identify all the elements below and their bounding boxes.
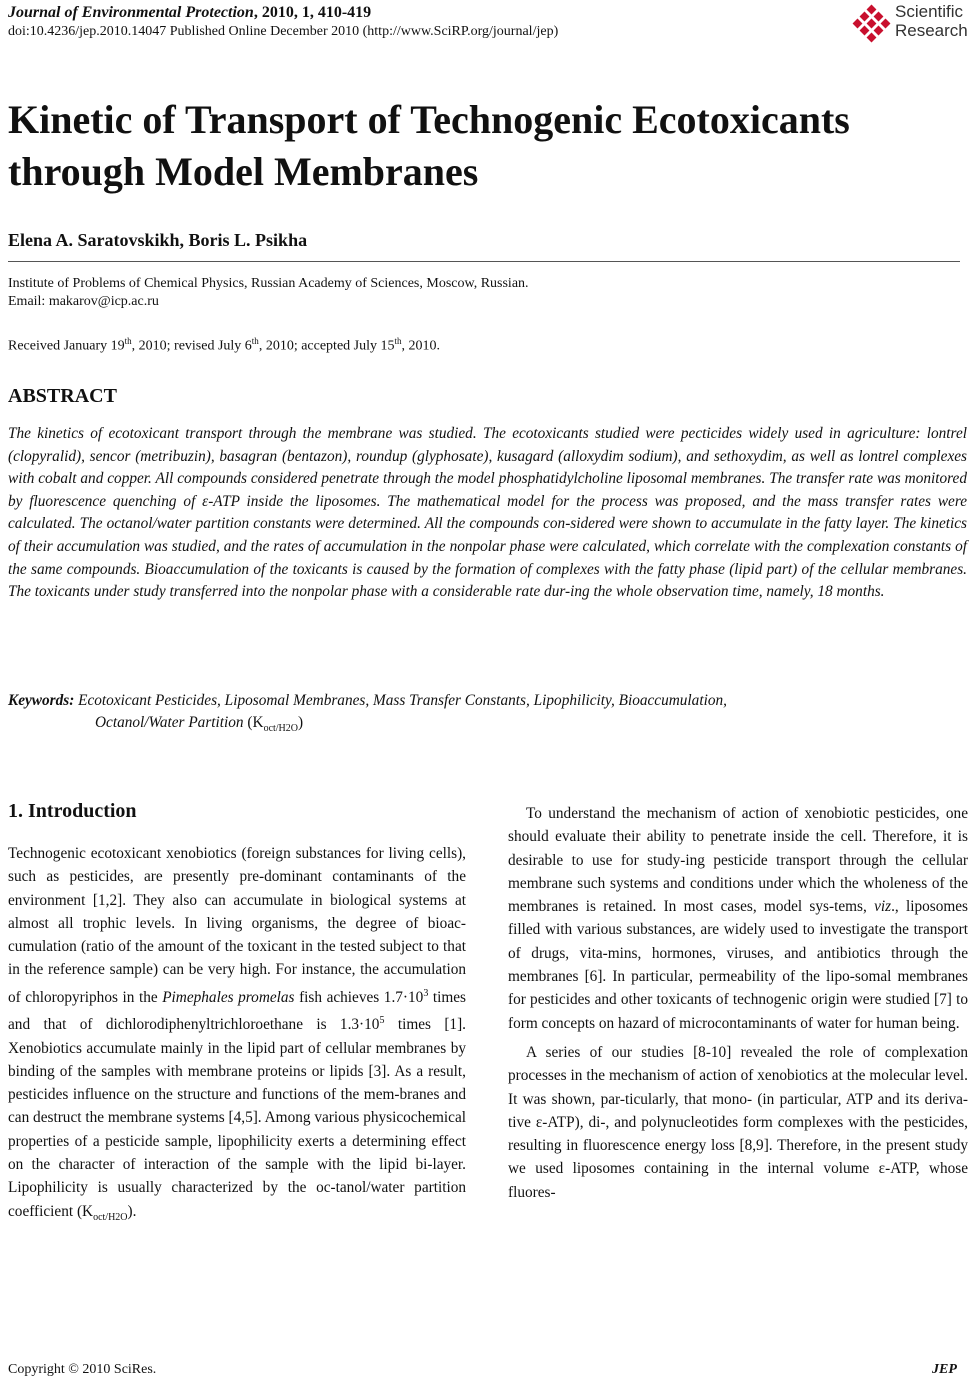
viz-italic: viz xyxy=(874,898,892,916)
logo-line2: Research xyxy=(895,21,968,40)
keywords-k-sub: oct/H2O xyxy=(263,723,299,735)
intro-text: times [1]. Xenobiotics accumulate mainly in the lipid part of cellular membranes by binding of the samples with membrane proteins or lipids [3]. As a result, pesticides influence on the structure and functions of the mem-branes and can destruct the membrane systems [4,5]. Among various physicochemical properties of a pesticide sample, lipophilicity exerts a determining effect on the character of interaction of the sample with the lipid bi-layer. Lipophilicity is usually characterized by the oc-tanol/water partition coefficient (K xyxy=(8,1016,467,1220)
exponent: 5 xyxy=(379,1015,385,1027)
intro-column-left xyxy=(8,842,466,1229)
keywords-line2: Octanol/Water Partition xyxy=(95,714,244,731)
intro-text: To understand the mechanism of action of xenobiotic pesticides, one should evaluate their ability to penetrate inside the cell. Therefore, it is desirable to use for study-ing pesticide transport through the cellular membrane such systems and conditions under which the wholeness of the membranes is retained. In most cases, model sys-tems, xyxy=(508,805,968,916)
authors: Elena A. Saratovskikh, Boris L. Psikha xyxy=(8,230,308,250)
doi-line: doi:10.4236/jep.2010.14047 Published Online December 2010 (http://www.SciRP.org/journal/jep) xyxy=(8,24,559,39)
article-title xyxy=(8,94,958,198)
footer-journal: JEP xyxy=(932,1362,957,1377)
header-divider xyxy=(8,261,960,262)
exponent: 3 xyxy=(423,987,429,999)
abstract-text: The kinetics of ecotoxicant transport through the membrane was studied. The ecotoxicants studied were pecticides widely used in agriculture: lontrel (clopyralid), sencor (metribuzin), basagran (bentazon), roundup (glyphosate), kusagard (alloxydim sodium), and sethoxydim, as well as lontrel complexes with cobalt and copper. All compounds considered penetrate through the model phosphatidylcholine liposomal membranes. The transfer rate was monitored by fluorescence quenching of ε-ATP inside the liposomes. The mathematical model for the process was proposed, and the mass transfer rates were calculated. The octanol/water partition constants were determined. All the compounds con-sidered were shown to accumulate in the fatty layer. The kinetics of their accumulation was studied, and the rates of accumulation in the nonpolar phase were calculated, which correlate with the complexation constants of the same compounds. Bioaccumulation of the toxicants is caused by the formation of complexes with the fatty phase (lipid part) of the cellular membranes. The toxicants under study transferred into the nonpolar phase with a considerable rate dur-ing the whole observation time, namely, 18 months. xyxy=(8,425,967,601)
year-text: , 2010. xyxy=(401,338,441,354)
title-line1: Kinetic of Transport of Technogenic Ecotoxicants xyxy=(8,97,850,142)
received-text: Received January 19 xyxy=(8,338,125,354)
affiliation-block xyxy=(8,275,529,311)
intro-column-right xyxy=(508,802,968,1204)
revised-sup: th xyxy=(251,336,259,346)
accepted-text: , 2010; accepted July 15 xyxy=(258,338,395,354)
intro-paragraph-1 xyxy=(8,842,466,1229)
publisher-logo xyxy=(852,2,970,44)
journal-header xyxy=(8,4,371,22)
affiliation: Institute of Problems of Chemical Physics, Russian Academy of Sciences, Moscow, Russian. xyxy=(8,276,529,291)
keywords-k-end: ) xyxy=(298,714,304,731)
intro-text: ). xyxy=(127,1202,137,1220)
subscript: oct/H2O xyxy=(93,1211,128,1223)
intro-text: Technogenic ecotoxicant xenobiotics (foreign substances for living cells), such as pesticides, are presently pre-dominant contaminants of the environment [1,2]. They also can accumulate in biological systems at almost all trophic levels. In living organisms, the degree of bioac-cumulation (ratio of the amount of the toxicant in the tested subject to that in the reference sample) can be very high. For instance, the accumulation of chloropyriphos in the xyxy=(8,845,466,1006)
footer-copyright: Copyright © 2010 SciRes. xyxy=(8,1362,157,1377)
keywords-k: (K xyxy=(247,714,264,731)
scientific-research-logo-icon xyxy=(852,4,892,44)
received-sup: th xyxy=(124,336,132,346)
keywords-label: Keywords xyxy=(8,692,70,709)
accepted-sup: th xyxy=(394,336,402,346)
logo-line1: Scientific xyxy=(895,2,964,21)
intro-paragraph-2 xyxy=(508,802,968,1035)
species-name: Pimephales promelas xyxy=(162,988,295,1006)
intro-text: times and that of dichlorodiphenyltrichloroethane is 1.3·10 xyxy=(8,988,467,1034)
journal-name: Journal of Environmental Protection xyxy=(8,4,254,21)
keywords-line1: Ecotoxicant Pesticides, Liposomal Membranes, Mass Transfer Constants, Lipophilicity, Bioaccumulation, xyxy=(78,692,727,709)
journal-volume: , 2010, 1, 410-419 xyxy=(253,4,372,21)
keywords: Keywords: Ecotoxicant Pesticides, Liposomal Membranes, Mass Transfer Constants, Lipophilicity, Bioaccumulation, Octanol/Water Partition $(K_{oct/H2O})$ xyxy=(8,692,727,735)
logo-text xyxy=(895,2,968,40)
title-line2: through Model Membranes xyxy=(8,149,479,194)
revised-text: , 2010; revised July 6 xyxy=(131,338,252,354)
email: Email: makarov@icp.ac.ru xyxy=(8,294,159,309)
intro-text: fish achieves 1.7·10 xyxy=(294,988,424,1006)
intro-text: ., liposomes filled with various substances, are widely used to investigate the transport of drugs, vita-mins, hormones, viruses, and antibiotics through the membranes [6]. In particular, permeability of the lipo-somal membranes for pesticides and other toxicants of technogenic origin were studied [7] to form concepts on hazard of microcontaminants of water for human being. xyxy=(508,898,969,1032)
abstract-heading: ABSTRACT xyxy=(8,385,117,407)
intro-paragraph-3: A series of our studies [8-10] revealed the role of complexation processes in the mechanism of action of xenobiotics at the molecular level. It was shown, par-ticularly, that mono- (in particular, ATP and its deriva-tive ε-ATP), di-, and polynucleotides form complexes with the pesticides, resulting in fluorescence energy loss [8,9]. Therefore, in the present study we used liposomes containing in the internal volume ε-ATP, whose fluores- xyxy=(508,1043,968,1201)
received-dates xyxy=(8,336,440,355)
section-heading-introduction: 1. Introduction xyxy=(8,800,137,822)
